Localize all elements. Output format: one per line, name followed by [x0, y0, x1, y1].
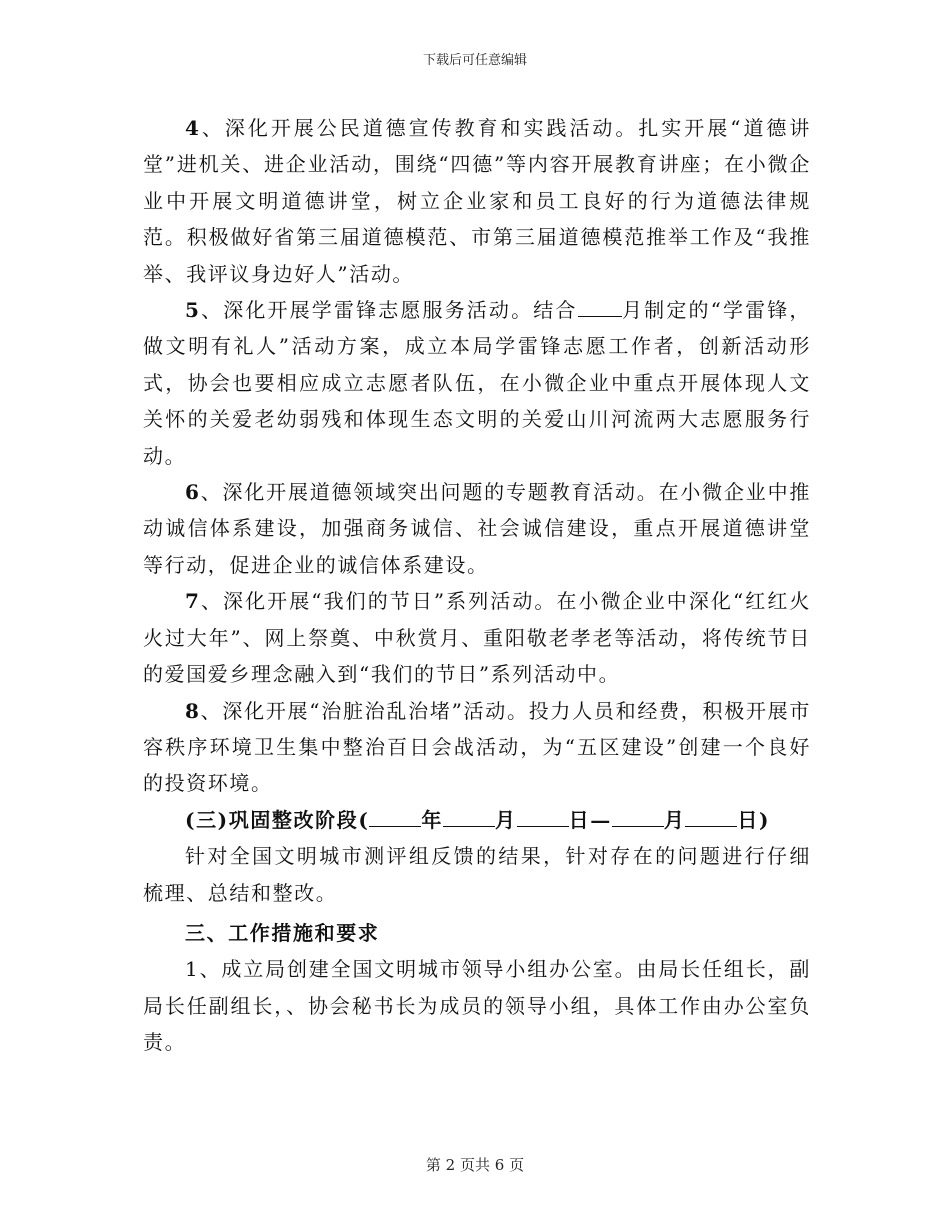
phase3-day: 日—: [568, 807, 612, 832]
phase3-body: 针对全国文明城市测评组反馈的结果，针对存在的问题进行仔细梳理、总结和整改。: [143, 844, 811, 905]
item-7: [143, 583, 811, 692]
phase3-prefix: (三)巩固整改阶段(: [185, 807, 370, 832]
item-5: [143, 292, 811, 474]
phase3-day: 日): [737, 807, 771, 832]
document-body: [143, 110, 811, 1061]
blank-line: [578, 298, 622, 317]
section3-title: 三、工作措施和要求: [185, 920, 380, 945]
blank-line: [612, 808, 664, 827]
blank-line: [685, 808, 737, 827]
item-8: [143, 693, 811, 802]
item-number: 5: [185, 298, 201, 323]
blank-line: [369, 808, 421, 827]
item-4: [143, 110, 811, 292]
phase3-heading: [143, 802, 811, 838]
blank-line: [517, 808, 569, 827]
item-text: 月制定的“学雷锋，做文明有礼人”活动方案，成立本局学雷锋志愿工作者，创新活动形式，协会也要相应成立志愿者队伍，在小微企业中重点开展体现人文关怀的关爱老幼弱残和体现生态文明的关爱山川河流两大志愿服务行动。: [143, 298, 812, 468]
item-number: 8: [185, 698, 201, 723]
phase3-month: 月: [663, 807, 686, 832]
phase3-year: 年: [421, 807, 443, 832]
blank-line: [443, 808, 495, 827]
item-number: 4: [185, 116, 201, 140]
item-number: 7: [185, 589, 201, 614]
page-footer: 第 2 页共 6 页: [425, 1156, 525, 1174]
section3-item-1: 1、成立局创建全国文明城市领导小组办公室。由局长任组长，副局长任副组长，、协会秘书长为成员的领导小组，具体工作由办公室负责。: [143, 957, 811, 1055]
phase3-month: 月: [495, 807, 517, 832]
item-text: 、深化开展“我们的节日”系列活动。在小微企业中深化“红红火火过大年”、网上祭奠、中秋赏月、重阳敬老孝老等活动，将传统节日的爱国爱乡理念融入到“我们的节日”系列活动中。: [143, 589, 811, 687]
item-text: 、深化开展学雷锋志愿服务活动。结合: [200, 298, 578, 323]
item-text: 、深化开展“治脏治乱治堵”活动。投力人员和经费，积极开展市容秩序环境卫生集中整治百日会战活动，为“五区建设”创建一个良好的投资环境。: [143, 698, 811, 796]
item-text: 、深化开展道德领域突出问题的专题教育活动。在小微企业中推动诚信体系建设，加强商务诚信、社会诚信建设，重点开展道德讲堂等行动，促进企业的诚信体系建设。: [143, 480, 811, 577]
page-header: 下载后可任意编辑: [422, 53, 527, 68]
item-number: 6: [185, 480, 201, 505]
item-text: 、深化开展公民道德宣传教育和实践活动。扎实开展“道德讲堂”进机关、进企业活动，围绕“四德”等内容开展教育讲座；在小微企业中开展文明道德讲堂，树立企业家和员工良好的行为道德法律规范。积极做好省第三届道德模范、市第三届道德模范推举工作及“我推举、我评议身边好人”活动。: [143, 116, 811, 286]
item-6: [143, 474, 811, 583]
